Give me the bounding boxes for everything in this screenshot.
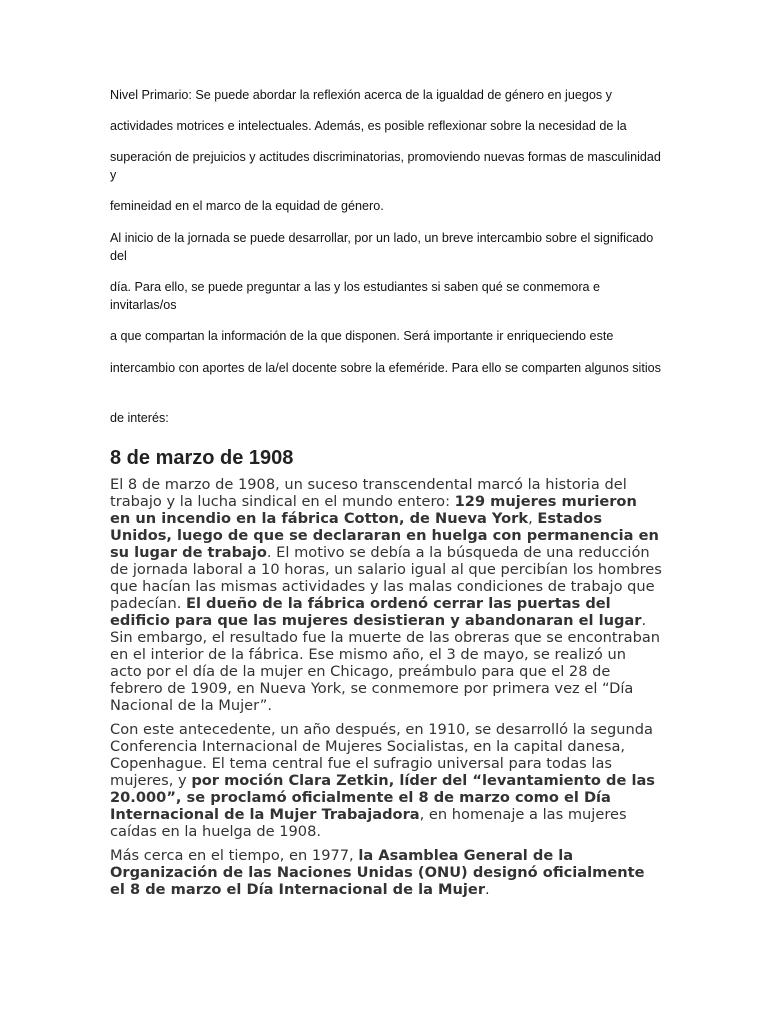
p1-text-3: . El motivo se debía a la búsqueda de una reducción de jornada laboral a 10 horas, un salario igual al que percibían los hombres que hacían las mismas actividades y las malas condiciones de trabajo que padecían. xyxy=(110,544,662,612)
p3-text-1: Más cerca en el tiempo, en 1977, xyxy=(110,847,359,864)
intro-paragraph-6: día. Para ello, se puede preguntar a las y los estudiantes si saben qué se conmemora e invitarlas/os xyxy=(110,280,601,312)
p3-text-2: . xyxy=(485,881,490,898)
intro-paragraph-2: actividades motrices e intelectuales. Además, es posible reflexionar sobre la necesidad de la xyxy=(110,119,627,133)
article-paragraph-3 xyxy=(110,847,662,898)
p2-bold-1: por moción Clara Zetkin, líder del “levantamiento de las 20.000”, se proclamó oficialmente el 8 de marzo como el Día Internacional de la Mujer Trabajadora xyxy=(110,772,655,823)
article-paragraph-2 xyxy=(110,721,662,840)
p1-text-4: . Sin embargo, el resultado fue la muerte de las obreras que se encontraban en el interior de la fábrica. Ese mismo año, el 3 de mayo, se realizó un acto por el día de la mujer en Chicago, preámbulo para que el 28 de febrero de 1909, en Nueva York, se conmemore por primera vez el “Día Nacional de la Mujer”. xyxy=(110,612,661,714)
p2-text-1: Con este antecedente, un año después, en 1910, se desarrolló la segunda Conferencia Internacional de Mujeres Socialistas, en la capital danesa, Copenhague. El tema central fue el sufragio universal para todas las mujeres, y xyxy=(110,721,653,789)
intro-paragraph-4: femineidad en el marco de la equidad de género. xyxy=(110,199,384,213)
p1-text-1: El 8 de marzo de 1908, un suceso transcendental marcó la historia del trabajo y la lucha sindical en el mundo entero: xyxy=(110,476,627,510)
p3-bold-1: la Asamblea General de la Organización de las Naciones Unidas (ONU) designó oficialmente el 8 de marzo el Día Internacional de la Mujer xyxy=(110,847,645,898)
p1-bold-3: El dueño de la fábrica ordenó cerrar las puertas del edificio para que las mujeres desistieran y abandonaran el lugar xyxy=(110,595,642,629)
intro-paragraph-3: superación de prejuicios y actitudes discriminatorias, promoviendo nuevas formas de masculinidad y xyxy=(110,150,661,182)
intro-paragraph-9: de interés: xyxy=(110,411,169,425)
intro-paragraph-7: a que compartan la información de la que disponen. Será importante ir enriqueciendo este xyxy=(110,329,614,343)
p1-bold-1: 129 mujeres murieron en un incendio en la fábrica Cotton, de Nueva York xyxy=(110,493,637,527)
p1-text-2: , xyxy=(528,510,538,527)
intro-paragraph-8: intercambio con aportes de la/el docente sobre la efeméride. Para ello se comparten algunos sitios xyxy=(110,361,661,375)
p1-bold-2: Estados Unidos, luego de que se declararan en huelga con permanencia en su lugar de trabajo xyxy=(110,510,659,561)
article-heading: 8 de marzo de 1908 xyxy=(110,447,294,469)
intro-paragraph-5: Al inicio de la jornada se puede desarrollar, por un lado, un breve intercambio sobre el significado del xyxy=(110,231,654,263)
article-body xyxy=(110,476,662,905)
intro-paragraph-1: Nivel Primario: Se puede abordar la reflexión acerca de la igualdad de género en juegos y xyxy=(110,88,612,102)
p2-text-2: , en homenaje a las mujeres caídas en la huelga de 1908. xyxy=(110,806,627,840)
article-paragraph-1 xyxy=(110,476,662,714)
